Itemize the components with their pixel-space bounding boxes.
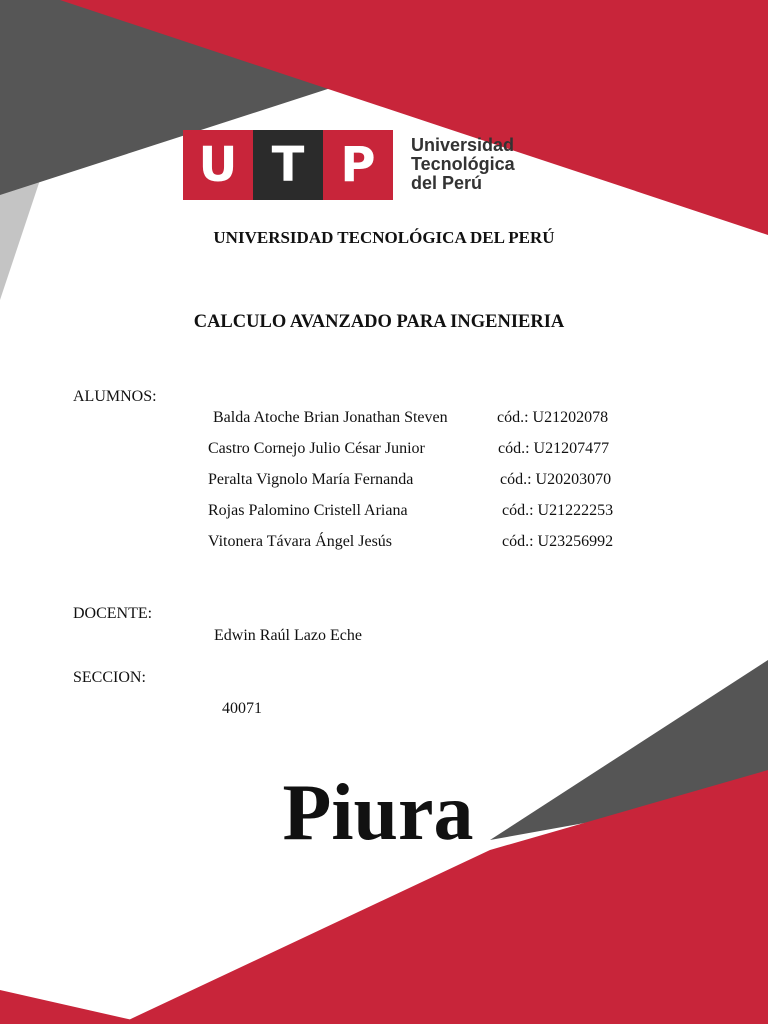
section-value: 40071 [222,700,262,717]
utp-logo [183,130,513,200]
student-name: Castro Cornejo Julio César Junior [208,440,425,457]
logo-name-line: del Perú [411,173,483,193]
student-code: cód.: U21222253 [502,502,614,519]
student-name: Balda Atoche Brian Jonathan Steven [213,409,448,426]
logo-university-name [411,136,515,193]
student-code: cód.: U20203070 [500,471,612,488]
course-title: CALCULO AVANZADO PARA INGENIERIA [193,312,565,332]
city-title: Piura [282,769,474,857]
student-name: Rojas Palomino Cristell Ariana [208,502,408,519]
logo-name-line: Universidad [411,135,515,155]
teacher-name: Edwin Raúl Lazo Eche [214,627,362,644]
logo-letter-u: U [183,130,253,200]
student-code: cód.: U21202078 [497,409,609,426]
student-code: cód.: U21207477 [498,440,610,457]
logo-letter-p: P [323,130,393,200]
student-name: Peralta Vignolo María Fernanda [208,471,414,488]
logo-name-line: Tecnológica [411,154,515,174]
section-label: SECCION: [73,669,146,686]
teacher-label: DOCENTE: [73,605,153,622]
student-name: Vitonera Távara Ángel Jesús [208,533,393,550]
university-title: UNIVERSIDAD TECNOLÓGICA DEL PERÚ [213,228,555,247]
logo-letter-t: T [253,130,323,200]
bottom-left-red-shape [0,990,150,1024]
student-code: cód.: U23256992 [502,533,614,550]
students-label: ALUMNOS: [73,388,157,405]
